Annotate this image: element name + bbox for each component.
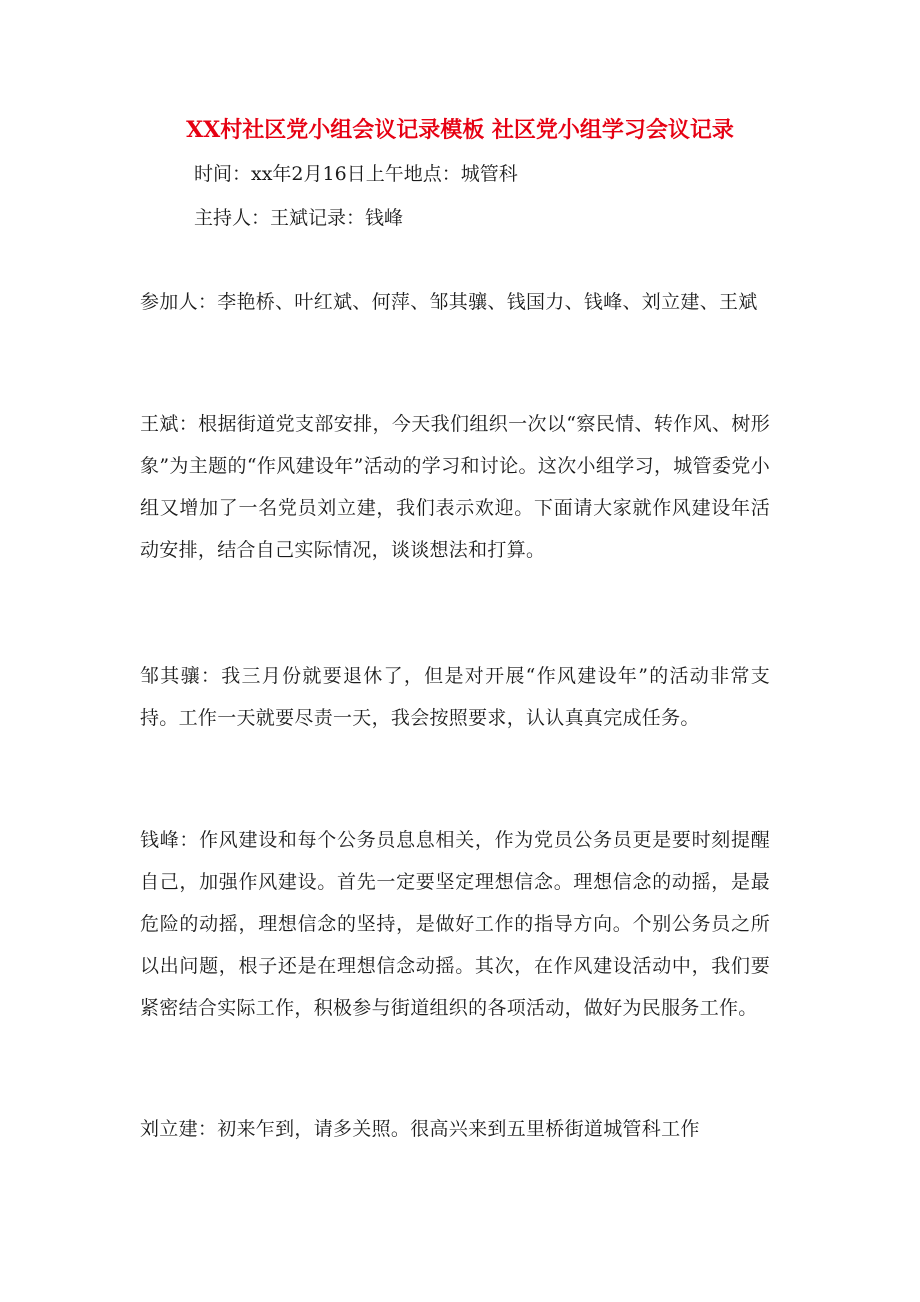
speech-qian-feng: 钱峰：作风建设和每个公务员息息相关，作为党员公务员更是要时刻提醒自己，加强作风建设。首先一定要坚定理想信念。理想信念的动摇，是最危险的动摇，理想信念的坚持，是做好工作的指导方向。个别公务员之所以出问题，根子还是在理想信念动摇。其次，在作风建设活动中，我们要紧密结合实际工作，积极参与街道组织的各项活动，做好为民服务工作。 (140, 829, 770, 1019)
meeting-host-recorder: 主持人：王斌记录：钱峰 (194, 207, 404, 229)
speech-liu-lijian: 刘立建：初来乍到，请多关照。很高兴来到五里桥街道城管科工作 (140, 1118, 700, 1140)
document-title: XX村社区党小组会议记录模板 社区党小组学习会议记录 (186, 117, 734, 143)
meeting-time-location: 时间：xx年2月16日上午地点：城管科 (194, 163, 518, 185)
speech-wangbin: 王斌：根据街道党支部安排，今天我们组织一次以“察民情、转作风、树形象”为主题的“作风建设年”活动的学习和讨论。这次小组学习，城管委党小组又增加了一名党员刘立建，我们表示欢迎。下面请大家就作风建设年活动安排，结合自己实际情况，谈谈想法和打算。 (140, 413, 770, 561)
attendees-paragraph: 参加人：李艳桥、叶红斌、何萍、邹其骧、钱国力、钱峰、刘立建、王斌 (140, 291, 758, 313)
speech-zou-qixiang: 邹其骧：我三月份就要退休了，但是对开展“作风建设年”的活动非常支持。工作一天就要尽责一天，我会按照要求，认认真真完成任务。 (140, 665, 770, 729)
